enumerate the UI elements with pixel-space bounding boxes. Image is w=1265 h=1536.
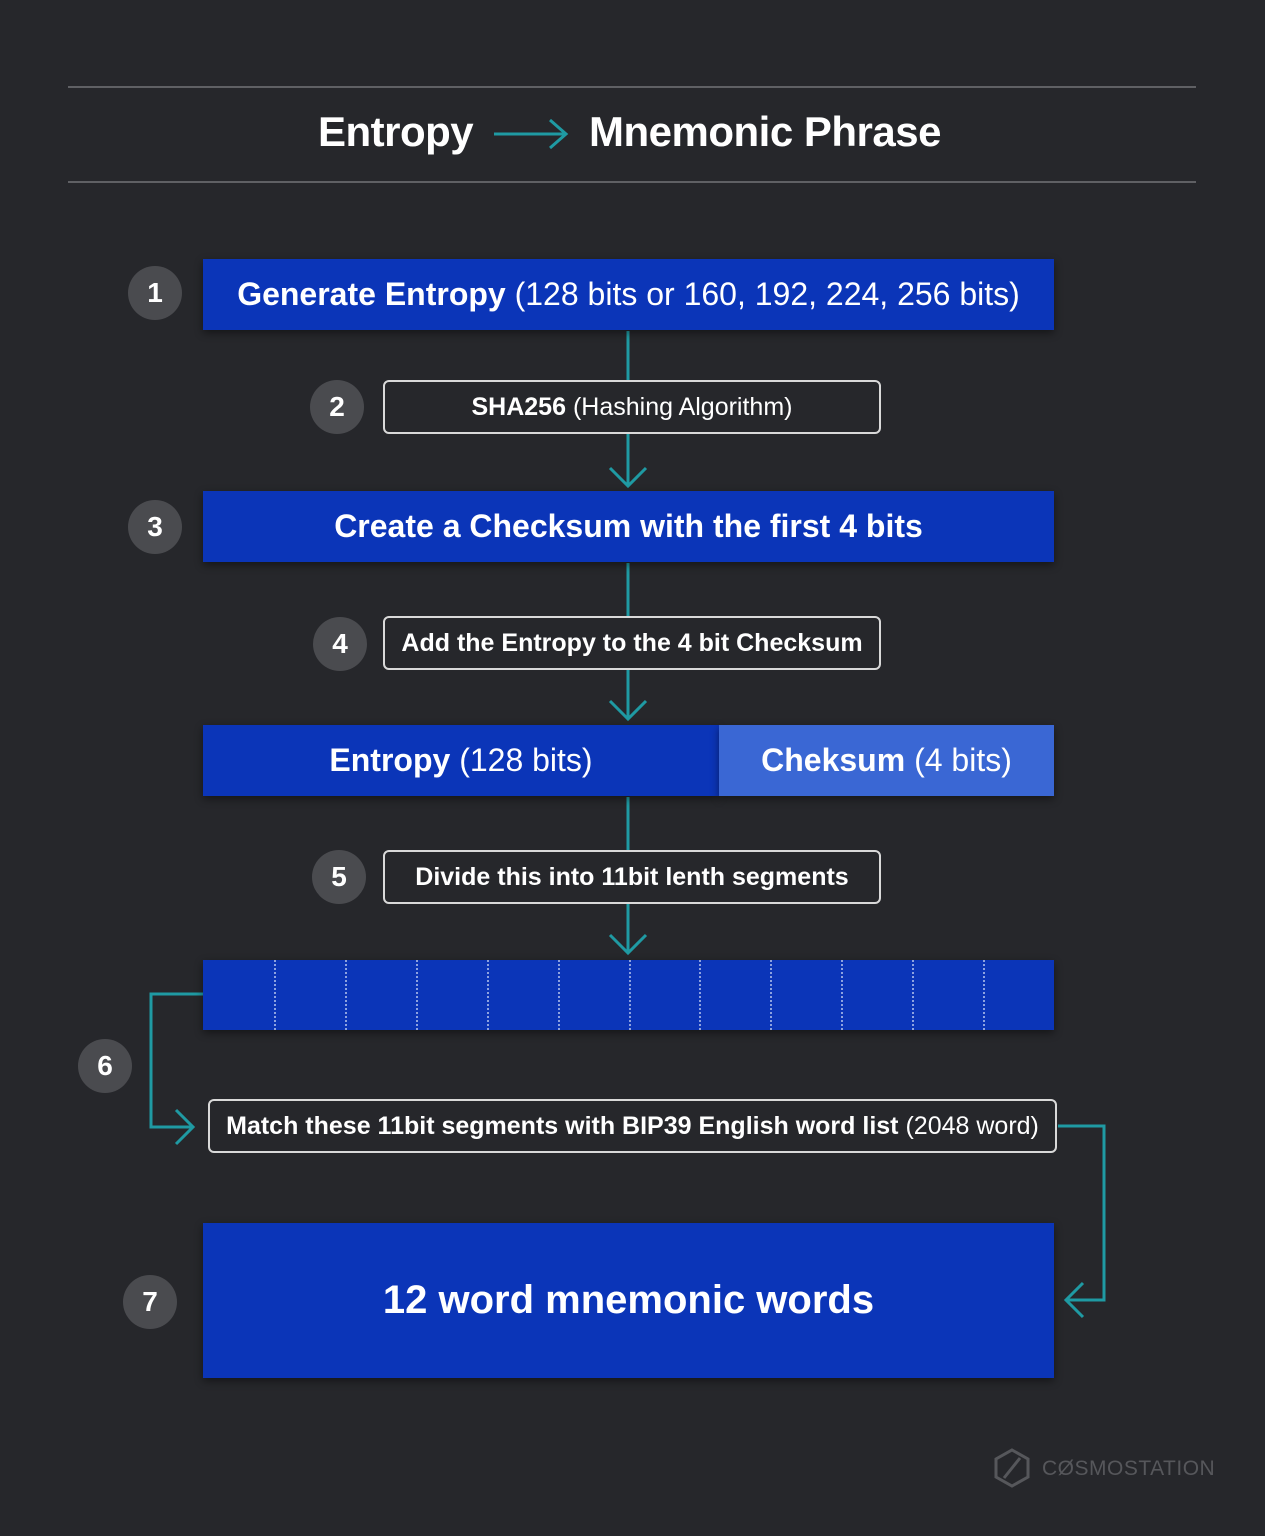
segment-divider: [912, 960, 914, 1030]
connector-6-7: [1058, 1126, 1104, 1300]
step-6-bold-text: Match these 11bit segments with BIP39 English word list: [226, 1111, 899, 1140]
segment-divider: [629, 960, 631, 1030]
step-7-badge: 7: [123, 1275, 177, 1329]
connector-segments-6: [151, 994, 203, 1127]
cosmostation-logo-icon: [992, 1448, 1032, 1488]
step-7-text: 12 word mnemonic words: [382, 1278, 875, 1322]
segment-divider: [699, 960, 701, 1030]
title-mnemonic-phrase: Mnemonic Phrase: [589, 108, 941, 155]
title-entropy: Entropy: [318, 108, 474, 155]
step-2-badge: 2: [310, 380, 364, 434]
step-5-divide-box: [383, 850, 881, 904]
step-3-text: Create a Checksum with the first 4 bits: [334, 508, 923, 544]
step-1-bold-text: Generate Entropy: [237, 276, 506, 312]
checksum-detail-text: (4 bits): [914, 742, 1012, 778]
segment-divider: [770, 960, 772, 1030]
step-2-bold-text: SHA256: [471, 392, 566, 421]
checksum-bold-text: Cheksum: [761, 742, 906, 778]
step-6-badge: 6: [78, 1039, 132, 1093]
step-4-add-entropy-box: [383, 616, 881, 670]
step-6-detail-text: (2048 word): [905, 1111, 1039, 1140]
segment-divider: [487, 960, 489, 1030]
cosmostation-logo-text: CØSMOSTATION: [1042, 1457, 1216, 1480]
segment-divider: [841, 960, 843, 1030]
entropy-detail-text: (128 bits): [459, 742, 593, 778]
segment-divider: [416, 960, 418, 1030]
step-4-text: Add the Entropy to the 4 bit Checksum: [401, 628, 863, 657]
step-2-detail-text: (Hashing Algorithm): [572, 392, 793, 421]
segment-divider: [558, 960, 560, 1030]
checksum-segment-box: [719, 725, 1054, 796]
step-1-badge: 1: [128, 266, 182, 320]
segment-divider: [983, 960, 985, 1030]
step-5-badge: 5: [312, 850, 366, 904]
step-1-generate-entropy-box: [203, 259, 1054, 330]
step-6-match-wordlist-box: [208, 1099, 1057, 1153]
entropy-bold-text: Entropy: [329, 742, 451, 778]
step-7-mnemonic-words-box: [203, 1223, 1054, 1378]
segment-divider: [274, 960, 276, 1030]
step-4-badge: 4: [313, 617, 367, 671]
segment-divider: [345, 960, 347, 1030]
step-3-checksum-box: [203, 491, 1054, 562]
step-5-text: Divide this into 11bit lenth segments: [415, 862, 849, 891]
step-2-sha256-box: [383, 380, 881, 434]
step-3-badge: 3: [128, 500, 182, 554]
step-1-detail-text: (128 bits or 160, 192, 224, 256 bits): [514, 276, 1020, 312]
segmented-bits-bar: [203, 960, 1054, 1030]
entropy-segment-box: [203, 725, 719, 796]
